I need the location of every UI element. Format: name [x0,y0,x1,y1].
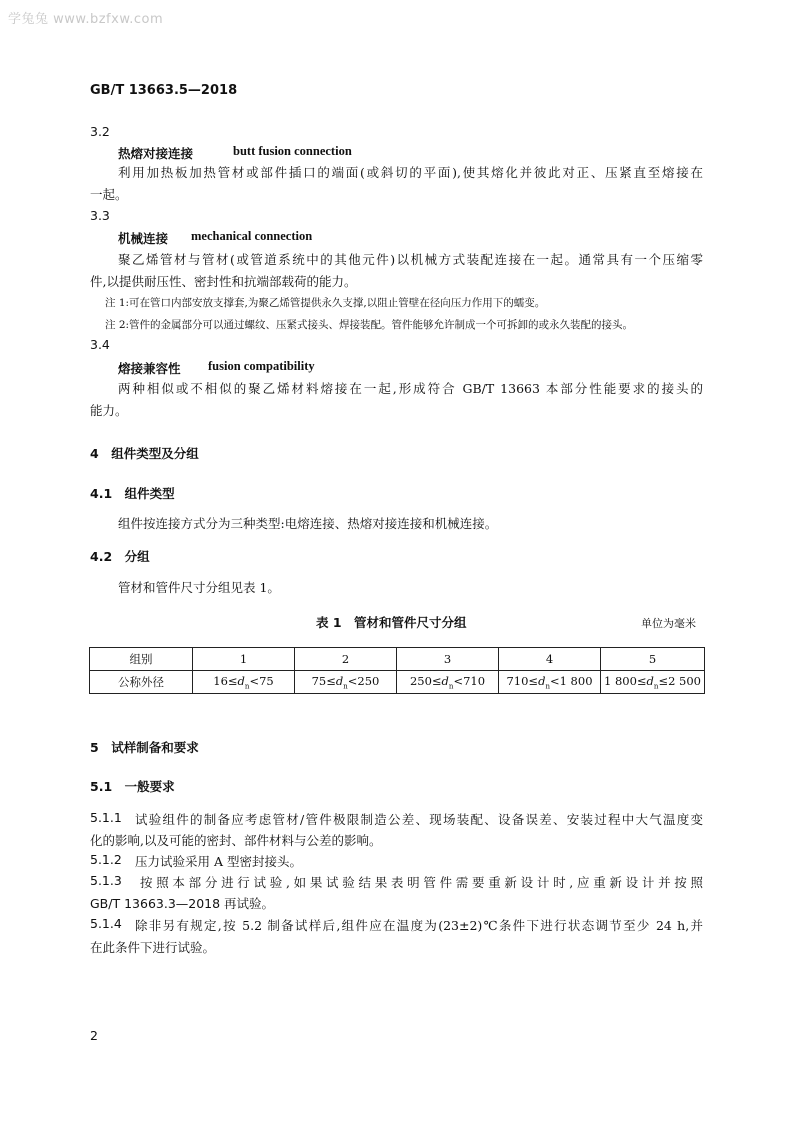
section-4-2-text: 管材和管件尺寸分组见表 1。 [118,580,280,595]
table-1-unit: 单位为毫米 [641,617,696,630]
clause-3-4-term-en: fusion compatibility [208,359,315,373]
table-1-caption: 表 1 管材和管件尺寸分组 [316,615,467,630]
clause-3-2-number: 3.2 [90,124,110,139]
section-4-heading: 4 组件类型及分组 [90,446,199,461]
clause-3-4-term-cn: 熔接兼容性 [118,361,181,376]
section-4-2-heading: 4.2 分组 [90,549,150,564]
section-4-1-text: 组件按连接方式分为三种类型:电熔连接、热熔对接连接和机械连接。 [118,516,498,531]
table-cell-range: 1 $800\le d_n\le 2$ 500 [601,671,705,694]
clause-3-3-definition-line2: 件,以提供耐压性、密封性和抗端部载荷的能力。 [90,274,357,289]
clause-5-1-4-number: 5.1.4 [90,916,122,931]
clause-5-1-3-line1: 按照本部分进行试验,如果试验结果表明管件需要重新设计时,应重新设计并按照 [140,875,703,890]
table-cell-group: 1 [193,648,295,671]
clause-5-1-1-line2: 化的影响,以及可能的密封、部件材料与公差的影响。 [90,833,382,848]
clause-5-1-3-number: 5.1.3 [90,873,122,888]
table-cell-group: 4 [499,648,601,671]
section-5-1-heading: 5.1 一般要求 [90,779,175,794]
table-row [90,671,705,694]
table-cell-row-label: 公称外径 [90,671,193,694]
clause-5-1-4-line2: 在此条件下进行试验。 [90,940,216,955]
clause-3-2-definition-line2: 一起。 [90,187,128,202]
clause-3-4-definition-line1: 两种相似或不相似的聚乙烯材料熔接在一起,形成符合 GB/T 13663 本部分性能要求的接头的 [118,381,703,396]
watermark: 学兔兔 www.bzfxw.com [8,12,164,27]
clause-3-3-number: 3.3 [90,208,110,223]
section-4-1-heading: 4.1 组件类型 [90,486,175,501]
clause-3-2-term-cn: 热熔对接连接 [118,146,194,161]
clause-3-2-term-en: butt fusion connection [233,144,352,158]
clause-3-3-note-1: 注 1:可在管口内部安放支撑套,为聚乙烯管提供永久支撑,以阻止管壁在径向压力作用下的蠕变。 [105,297,546,309]
table-cell-range: $250\le d_n<710$ [397,671,499,694]
clause-5-1-1-number: 5.1.1 [90,810,122,825]
clause-5-1-4-line1: 除非另有规定,按 5.2 制备试样后,组件应在温度为(23±2)℃条件下进行状态调节至少 24 h,并 [135,918,703,933]
table-cell-group: 2 [295,648,397,671]
clause-3-3-definition-line1: 聚乙烯管材与管材(或管道系统中的其他元件)以机械方式装配连接在一起。通常具有一个压缩零 [118,252,703,267]
clause-5-1-3-line2: GB/T 13663.3—2018 再试验。 [90,896,275,911]
clause-3-4-definition-line2: 能力。 [90,403,128,418]
section-5-heading: 5 试样制备和要求 [90,740,199,755]
size-group-table [89,647,705,694]
table-cell-group: 3 [397,648,499,671]
table-cell-row-label: 组别 [90,648,193,671]
table-cell-group: 5 [601,648,705,671]
clause-3-4-number: 3.4 [90,337,110,352]
page-number: 2 [90,1028,98,1043]
clause-3-3-note-2: 注 2:管件的金属部分可以通过螺纹、压紧式接头、焊接装配。管件能够允许制成一个可拆卸的或永久装配的接头。 [105,319,634,331]
clause-5-1-2-text: 压力试验采用 A 型密封接头。 [135,854,302,869]
table-row [90,648,705,671]
standard-header: GB/T 13663.5—2018 [90,83,238,98]
clause-5-1-2-number: 5.1.2 [90,852,122,867]
table-cell-range: $75\le d_n<250$ [295,671,397,694]
table-cell-range: $710\le d_n<1$ 800 [499,671,601,694]
clause-3-2-definition-line1: 利用加热板加热管材或部件插口的端面(或斜切的平面),使其熔化并彼此对正、压紧直至熔接在 [118,165,703,180]
table-cell-range: $16\le d_n<75$ [193,671,295,694]
clause-3-3-term-en: mechanical connection [191,229,313,243]
clause-3-3-term-cn: 机械连接 [118,231,169,246]
clause-5-1-1-line1: 试验组件的制备应考虑管材/管件极限制造公差、现场装配、设备误差、安装过程中大气温度变 [135,812,703,827]
